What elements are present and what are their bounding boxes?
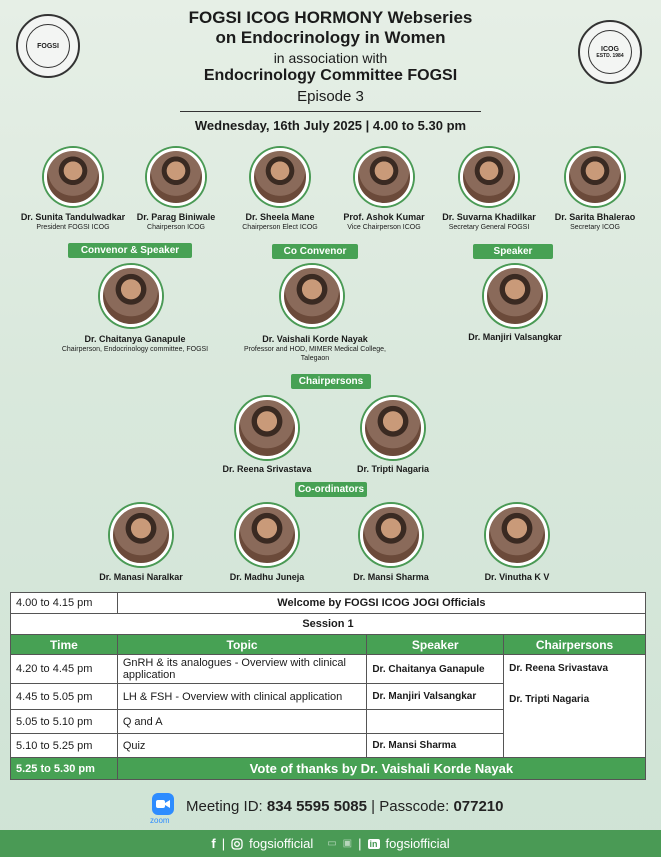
footer-sep: | (221, 836, 226, 851)
official-photo-5 (460, 148, 518, 206)
row-topic: LH & FSH - Overview with clinical application (117, 684, 367, 710)
camera-icon (156, 799, 170, 809)
fogsi-logo-text: FOGSI (37, 42, 59, 50)
official-role-4: Vice Chairperson ICOG (347, 224, 421, 231)
chairpersons-tag: Chairpersons (291, 374, 371, 389)
zoom-icon (152, 793, 174, 815)
title-line-1: FOGSI ICOG HORMONY Webseries (188, 8, 473, 27)
row-topic: Q and A (117, 710, 367, 734)
row-time: 4.45 to 5.05 pm (11, 684, 118, 710)
chair-name-2: Dr. Tripti Nagaria (356, 464, 430, 474)
icog-logo-estd: ESTD. 1984 (596, 52, 624, 59)
co-convenor-name: Dr. Vaishali Korde Nayak (262, 334, 368, 344)
official-name-6: Dr. Sarita Bhalerao (554, 212, 636, 222)
footer-bar (0, 830, 661, 857)
row-speaker: Dr. Mansi Sharma (367, 734, 504, 758)
row-speaker: Dr. Manjiri Valsangkar (367, 684, 504, 710)
coordinator-name-4: Dr. Vinutha K V (484, 572, 550, 582)
official-photo-2 (147, 148, 205, 206)
chair-photo-1 (236, 397, 298, 459)
meeting-id-label: Meeting ID: (186, 798, 267, 815)
official-name-2: Dr. Parag Biniwale (136, 212, 216, 222)
event-date: Wednesday, 16th July 2025 | 4.00 to 5.30 pm (194, 118, 467, 133)
coordinators-tag: Co-ordinators (295, 482, 367, 497)
title-line-4: Endocrinology Committee FOGSI (203, 67, 458, 84)
welcome-time: 4.00 to 4.15 pm (11, 593, 118, 614)
row-topic: Quiz (117, 734, 367, 758)
table-row (11, 655, 646, 684)
convenor-photo (100, 265, 162, 327)
vote-time: 5.25 to 5.30 pm (11, 758, 118, 780)
title-divider (180, 111, 481, 112)
row-speaker: Dr. Chaitanya Ganapule (367, 655, 504, 684)
icog-logo-text: ICOG (601, 45, 619, 53)
row-topic: GnRH & its analogues - Overview with clinical application (117, 655, 367, 684)
official-role-5: Secretary General FOGSI (448, 224, 530, 231)
meeting-id: 834 5595 5085 (266, 798, 367, 815)
zoom-label: zoom (150, 816, 170, 825)
row-time: 5.10 to 5.25 pm (11, 734, 118, 758)
official-photo-4 (355, 148, 413, 206)
chairpersons-cell (504, 655, 646, 758)
session-row (11, 614, 646, 635)
coordinator-name-1: Dr. Manasi Naralkar (99, 572, 183, 582)
speaker-tag: Speaker (473, 244, 553, 259)
facebook-icon[interactable]: f (211, 836, 216, 851)
youtube-icon[interactable]: ▭ (327, 838, 337, 849)
episode-label: Episode 3 (297, 88, 364, 105)
official-name-3: Dr. Sheela Mane (245, 212, 315, 222)
coordinator-photo-2 (236, 504, 298, 566)
passcode: 077210 (453, 798, 504, 815)
official-role-6: Secretary ICOG (570, 224, 620, 231)
chairperson-1: Dr. Reena Srivastava (509, 663, 609, 674)
coordinator-photo-4 (486, 504, 548, 566)
row-time: 4.20 to 4.45 pm (11, 655, 118, 684)
convenor-speaker-tag: Convenor & Speaker (68, 243, 192, 258)
convenor-name: Dr. Chaitanya Ganapule (84, 334, 186, 344)
header-speaker: Speaker (367, 635, 504, 655)
coordinator-name-2: Dr. Madhu Juneja (229, 572, 305, 582)
speaker-name: Dr. Manjiri Valsangkar (468, 332, 562, 342)
welcome-row (11, 593, 646, 614)
chair-name-1: Dr. Reena Srivastava (222, 464, 312, 474)
co-convenor-role-1: Professor and HOD, MIMER Medical College, (244, 346, 386, 353)
co-convenor-role-2: Talegaon (300, 355, 330, 362)
co-convenor-tag: Co Convenor (272, 244, 358, 259)
official-photo-1 (44, 148, 102, 206)
official-name-4: Prof. Ashok Kumar (343, 212, 425, 222)
vote-row (11, 758, 646, 780)
official-role-2: Chairperson ICOG (147, 224, 205, 231)
vote-text: Vote of thanks by Dr. Vaishali Korde Nayak (117, 758, 645, 780)
session-label: Session 1 (11, 614, 646, 635)
official-role-3: Chairperson Elect ICOG (242, 224, 318, 231)
official-role-1: President FOGSI ICOG (36, 224, 110, 231)
title-line-3: in association with (273, 50, 388, 66)
meeting-info (186, 798, 504, 815)
social-handle-2[interactable]: fogsiofficial (385, 836, 450, 851)
chair-photo-2 (362, 397, 424, 459)
official-name-1: Dr. Sunita Tandulwadkar (20, 212, 126, 222)
header-chairpersons: Chairpersons (504, 635, 646, 655)
schedule-table (10, 592, 646, 780)
row-time: 5.05 to 5.10 pm (11, 710, 118, 734)
official-photo-6 (566, 148, 624, 206)
linkedin-icon[interactable]: in (369, 838, 378, 849)
x-icon[interactable]: ▣ (342, 838, 353, 849)
passcode-label: | Passcode: (366, 798, 454, 815)
title-line-2: on Endocrinology in Women (215, 28, 446, 47)
coordinator-photo-3 (360, 504, 422, 566)
instagram-icon[interactable] (231, 838, 243, 850)
speaker-photo (484, 265, 546, 327)
official-name-5: Dr. Suvarna Khadilkar (442, 212, 536, 222)
header-time: Time (11, 635, 118, 655)
row-speaker (367, 710, 504, 734)
welcome-text: Welcome by FOGSI ICOG JOGI Officials (117, 593, 645, 614)
official-photo-3 (251, 148, 309, 206)
coordinator-photo-1 (110, 504, 172, 566)
coordinator-name-3: Dr. Mansi Sharma (353, 572, 429, 582)
footer-sep: | (358, 836, 362, 851)
chairperson-2: Dr. Tripti Nagaria (509, 694, 590, 705)
header-topic: Topic (117, 635, 367, 655)
social-handle-1[interactable]: fogsiofficial (249, 836, 314, 851)
convenor-role: Chairperson, Endocrinology committee, FOGSI (61, 346, 209, 353)
table-header-row (11, 635, 646, 655)
co-convenor-photo (281, 265, 343, 327)
